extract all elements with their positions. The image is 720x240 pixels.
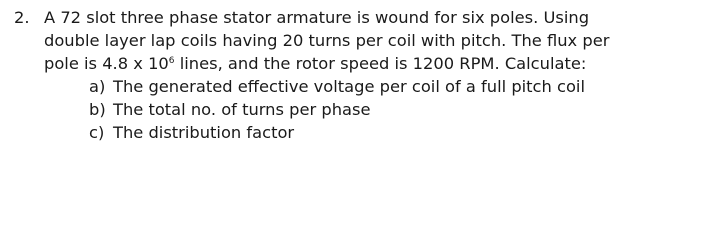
problem-text-line-3-start: pole is 4.8 x 10	[44, 54, 169, 73]
problem-statement	[14, 6, 714, 144]
problem-number: 2.	[14, 8, 30, 27]
sub-question-list	[14, 75, 714, 144]
sub-question-b	[14, 98, 714, 121]
problem-text-line-2: double layer lap coils having 20 turns per coil with pitch. The flux per	[44, 31, 610, 50]
sub-question-marker: a)	[89, 77, 106, 96]
sub-question-text: The generated effective voltage per coil of a full pitch coil	[113, 77, 585, 96]
sub-question-marker: b)	[89, 100, 106, 119]
problem-text-line-1: A 72 slot three phase stator armature is wound for six poles. Using	[44, 8, 590, 27]
sub-question-c	[14, 121, 714, 144]
problem-text-line-3-end: lines, and the rotor speed is 1200 RPM. Calculate:	[174, 54, 587, 73]
exponent: 6	[168, 56, 175, 66]
sub-question-a	[14, 75, 714, 98]
sub-question-marker: c)	[89, 123, 105, 142]
sub-question-text: The total no. of turns per phase	[113, 100, 371, 119]
sub-question-text: The distribution factor	[113, 123, 295, 142]
problem-line-1	[14, 6, 714, 29]
problem-line-3	[14, 52, 714, 75]
